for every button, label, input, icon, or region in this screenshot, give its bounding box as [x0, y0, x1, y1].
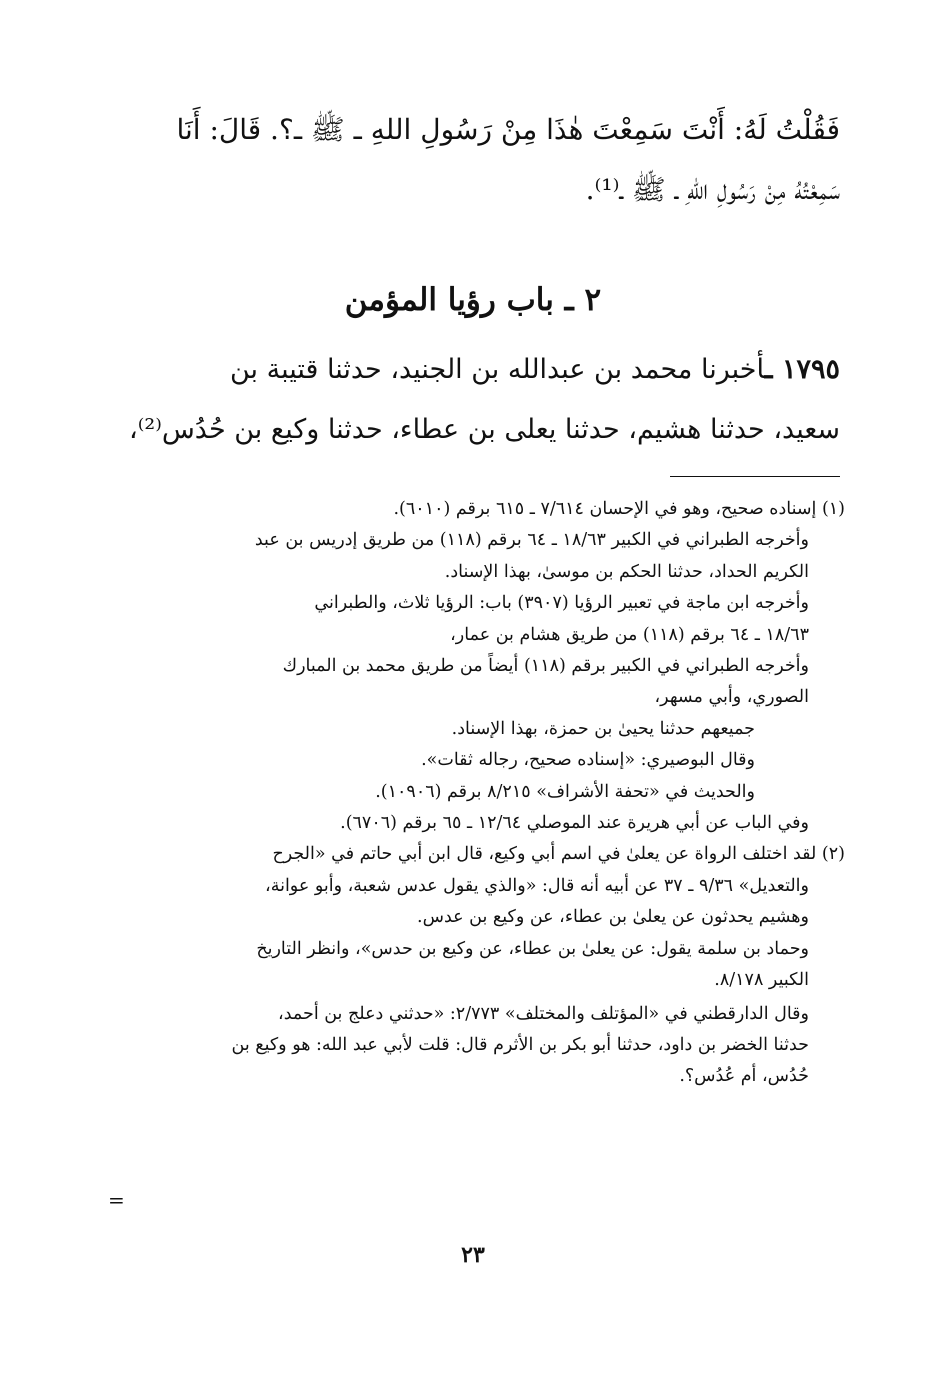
footnote-line: وحماد بن سلمة يقول: عن يعلىٰ بن عطاء، عن وكيع بن حدس»، وانظر التاريخ	[256, 938, 809, 959]
hadith-1795	[110, 340, 840, 460]
footnote-line: حدثنا الخضر بن داود، حدثنا أبو بكر بن الأثرم قال: قلت لأبي عبد الله: هو وكيع بن	[231, 1034, 809, 1055]
continuation-mark: =	[108, 1188, 125, 1212]
hadith-line: سعيد، حدثنا هشيم، حدثنا يعلى بن عطاء، حدثنا وكيع بن حُدُس⁽²⁾،	[129, 414, 840, 445]
hadith-number: ١٧٩٥ ـ	[764, 354, 840, 385]
footnote-line: الكبير ٨/١٧٨.	[714, 970, 809, 991]
footnote-line: الكريم الحداد، حدثنا الحكم بن موسىٰ، بهذا الإسناد.	[444, 561, 809, 582]
footnote-line: الصوري، وأبي مسهر،	[654, 687, 809, 708]
footnotes	[118, 494, 845, 1093]
footnote-line: والتعديل» ٩/٣٦ ـ ٣٧ عن أبيه أنه قال: «والذي يقول عدس شعبة، وأبو عوانة،	[265, 875, 809, 896]
page-number: ٢٣	[461, 1242, 485, 1268]
footnote-line: ١٨/٦٣ ـ ٦٤ برقم (١١٨) من طريق هشام بن عمار،	[450, 624, 809, 645]
footnote-line: (٢) لقد اختلف الرواة عن يعلىٰ في اسم أبي وكيع، قال ابن أبي حاتم في «الجرح	[272, 844, 845, 865]
footnote-line: جميعهم حدثنا يحيىٰ بن حمزة، بهذا الإسناد.	[451, 718, 755, 739]
footnote-line: وأخرجه الطبراني في الكبير ١٨/٦٣ ـ ٦٤ برقم (١١٨) من طريق إدريس بن عبد	[254, 530, 809, 551]
footnote-line: وهشيم يحدثون عن يعلىٰ بن عطاء، عن وكيع بن عدس.	[417, 907, 809, 928]
chapter-title: ٢ ـ باب رؤيا المؤمن	[344, 282, 602, 318]
hadith-line: فَقُلْتُ لَهُ: أَنْتَ سَمِعْتَ هٰذَا مِنْ رَسُولِ اللهِ ـ ﷺ ـ؟. قَالَ: أَنَا	[176, 113, 840, 146]
footnote-line: حُدُس، أم عُدُس؟.	[679, 1066, 809, 1087]
hadith-text: أخبرنا محمد بن عبدالله بن الجنيد، حدثنا قتيبة بن	[229, 354, 765, 385]
footnote-line: (١) إسناده صحيح، وهو في الإحسان ٧/٦١٤ ـ ٦١٥ برقم (٦٠١٠).	[393, 499, 845, 519]
footnote-line: وقال الدارقطني في «المؤتلف والمختلف» ٢/٧٧٣: «حدثني دعلج بن أحمد،	[278, 1003, 809, 1024]
footnote-line: وفي الباب عن أبي هريرة عند الموصلي ١٢/٦٤ ـ ٦٥ برقم (٦٧٠٦).	[340, 813, 809, 834]
hadith-line	[110, 340, 840, 400]
footnote-line: وأخرجه الطبراني في الكبير برقم (١١٨) أيضاً من طريق محمد بن المبارك	[282, 656, 809, 677]
hadith-line: سَمِعْتُهُ مِنْ رَسُولِ اللهِ ـ ﷺ ـ⁽¹⁾.	[585, 173, 840, 206]
hadith-continuation	[110, 100, 840, 220]
footnote-line: وأخرجه ابن ماجة في تعبير الرؤيا (٣٩٠٧) باب: الرؤيا ثلاث، والطبراني	[314, 593, 809, 614]
footnote-line: وقال البوصيري: «إسناده صحيح، رجاله ثقات».	[421, 750, 755, 771]
footnote-separator	[670, 476, 840, 477]
footnote-line: والحديث في «تحفة الأشراف» ٨/٢١٥ برقم (١٠٩٠٦).	[375, 781, 755, 802]
